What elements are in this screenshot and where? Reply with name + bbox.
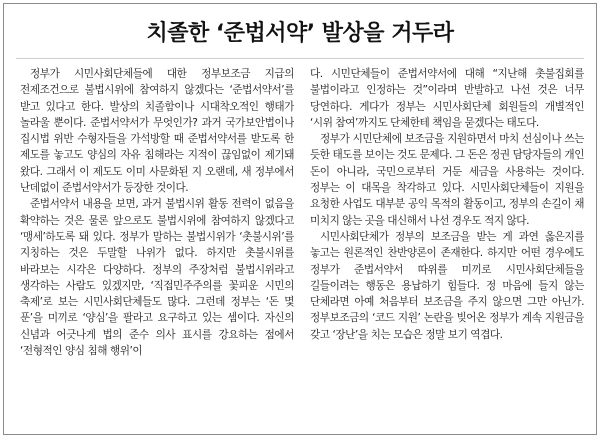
paragraph: 시민사회단체가 정부의 보조금을 받는 게 과연 옳은지를 놓고는 원론적인 찬반양론이 존재한다. 하지만 어떤 경우에도 정부가 준법서약서 따위를 미끼로 시민사회단체들을 길들이려는 행동은 용납하기 힘들다. 정 마음에 들지 않는 단체라면 아예 처음부터 보조금을 주지 않으면 그만 아닌가. 정부보조금의 ‘코드 지원’ 논란을 빚어온 정부가 계속 지원금을 갖고 ‘장난’을 치는 모습은 정말 보기 역겹다. [310, 230, 584, 341]
column-right [310, 66, 584, 432]
column-left [20, 66, 294, 432]
paragraph: 정부가 시민사회단체들에 대한 정부보조금 지급의 전제조건으로 불법시위에 참여하지 않겠다는 ‘준법서약서’를 받고 있다고 한다. 발상의 치졸함이나 시대착오적인 행태가 놀라울 뿐이다. 준법서약서가 무엇인가? 과거 국가보안법이나 집시법 위반 수형자들을 가석방할 때 준법서약서를 받도록 한 제도를 놓고도 양심의 자유 침해라는 지적이 끊임없이 제기돼 왔다. 그래서 이 제도도 이미 사문화된 지 오랜데, 새 정부에서 난데없이 준법서약서가 등장한 것이다. [20, 68, 294, 195]
paragraph-continued: 다. 시민단체들이 준법서약서에 대해 “지난해 촛불집회를 불법이라고 인정하는 것”이라며 반발하고 나선 것은 너무 당연하다. 게다가 정부는 시민사회단체 회원들의 개별적인 ‘시위 참여’까지도 단체한테 책임을 묻겠다는 태도다. [310, 68, 584, 129]
headline: 치졸한 ‘준법서약’ 발상을 거두라 [146, 21, 454, 46]
editorial-page [3, 3, 597, 435]
paragraph: 정부가 시민단체에 보조금을 지원하면서 마치 선심이나 쓰는 듯한 태도를 보이는 것도 문제다. 그 돈은 정권 담당자들의 개인 돈이 아니라, 국민으로부터 거둔 세금을 사용하는 것이다. 정부는 이 대목을 착각하고 있다. 시민사회단체들이 지원을 요청한 사업도 대부분 공익 목적의 활동이고, 정부의 손길이 채 미치지 않는 곳을 대신해서 나선 경우도 적지 않다. [310, 133, 584, 227]
paragraph: 준법서약서 내용을 보면, 과거 불법시위 활동 전력이 없음을 확약하는 것은 물론 앞으로도 불법시위에 참여하지 않겠다고 ‘맹세’하도록 돼 있다. 정부가 말하는 불법시위가 ‘촛불시위’를 지칭하는 것은 두말할 나위가 없다. 하지만 촛불시위를 바라보는 시각은 다양하다. 정부의 주장처럼 불법시위라고 생각하는 사람도 있겠지만, ‘직접민주주의를 꽃피운 시민의 축제’로 보는 시민사회단체들도 많다. 그런데 정부는 ‘돈 몇 푼’을 미끼로 ‘양심’을 팔라고 요구하고 있는 셈이다. 자신의 신념과 어긋나게 법의 준수 의사 표시를 강요하는 점에서 ‘전형적인 양심 침해 행위’이 [20, 198, 294, 358]
article-body [20, 66, 584, 432]
headline-divider [16, 58, 584, 59]
